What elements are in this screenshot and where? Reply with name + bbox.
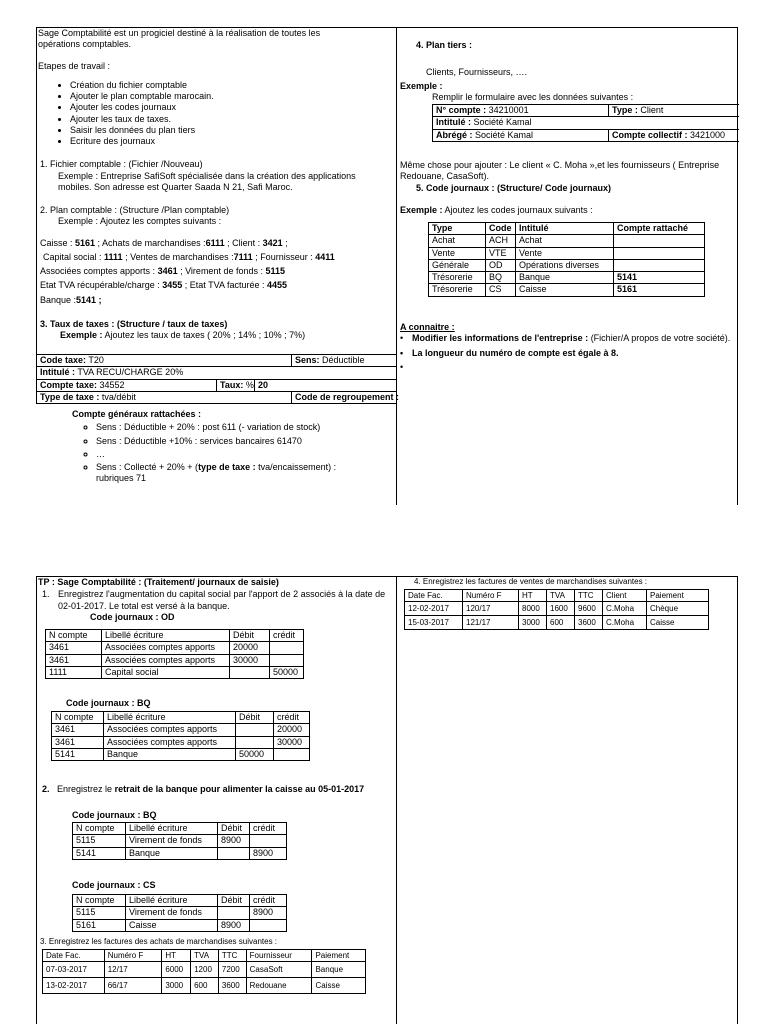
cell [614,247,705,259]
rattache-label: Compte généraux rattachées : [72,409,202,419]
code-journal-bq-2: Code journaux : BQ [72,810,157,820]
column-header: Fournisseur [246,950,312,962]
cell: 12/17 [104,962,162,978]
cell: 1111 [46,666,102,678]
accounts-list [38,238,394,306]
meme-text: Même chose pour ajouter : Le client « C. Moha »,et les fournisseurs ( Entreprise Redouane, CasaSoft). [400,160,720,182]
cell: 15-03-2017 [405,616,463,630]
cell: Achat [516,235,614,247]
section-5-example: Exemple : Ajoutez les codes journaux suivants : [400,204,593,215]
list-item: • La longueur du numéro de compte est égale à 8. [400,347,619,358]
cell: 120/17 [463,602,519,616]
column-header: Débit [230,630,270,642]
column-header: Intitulé [516,223,614,235]
top-left-panel [38,28,394,341]
cell: CS [486,284,516,296]
column-header: Libellé écriture [102,630,230,642]
column-header: Client [603,590,647,602]
cell: 8900 [250,847,287,859]
question-4: 4. Enregistrez les factures de ventes de marchandises suivantes : [414,577,648,586]
table-row [73,835,287,847]
column-header: crédit [270,630,304,642]
tax-accounts [38,409,394,485]
column-header: N compte [52,712,104,724]
rattache-list [38,422,394,484]
question-3: 3. Enregistrez les factures des achats de marchandises suivantes : [40,937,278,946]
column-header: crédit [250,823,287,835]
tax-taux-value: 20 [255,379,397,391]
column-header: Type [429,223,486,235]
cell: 3000 [162,978,191,994]
list-item: • Ajouter le plan comptable marocain. [70,91,394,102]
cell: Banque [126,847,218,859]
bq-table [51,711,310,761]
list-item: ◦ Sens : Déductible + 20% : post 611 (- variation de stock) [96,422,394,433]
cell: OD [486,259,516,271]
cell: 7200 [218,962,246,978]
cell: 3461 [46,654,102,666]
list-item: ◦ Sens : Déductible +10% : services bancaires 61470 [96,436,394,447]
list-item-empty: • [400,361,404,372]
table-row [52,724,310,736]
journaux-table [428,222,705,297]
steps-list [38,80,394,148]
intro-text: Sage Comptabilité est un progiciel destiné à la réalisation de toutes les opérations comptables. [38,28,321,50]
question-1: 1. Enregistrez l'augmentation du capital social par l'apport de 2 associés à la date de 02-01-2017. Le total est versé à la banque. [38,589,394,612]
cell: Caisse [126,919,218,931]
column-header: TTC [218,950,246,962]
cell: 20000 [274,724,310,736]
column-header: Numéro F [463,590,519,602]
cell: 600 [547,616,575,630]
cell: Générale [429,259,486,271]
bq2-table [72,822,287,860]
tax-regroup-cell: Code de regroupement : [292,391,397,403]
cell: 20000 [230,642,270,654]
top-left-border [36,27,37,367]
accounts-line: Banque :5141 ; [40,294,102,305]
cell: 1200 [191,962,219,978]
cell [274,748,310,760]
cell: 1600 [547,602,575,616]
column-header: Libellé écriture [104,712,236,724]
column-header: N compte [73,895,126,907]
cell: 5161 [73,919,126,931]
cell [250,835,287,847]
table-row [52,736,310,748]
column-header: HT [162,950,191,962]
cell [614,235,705,247]
connaitre-title: A connaitre : [400,322,455,332]
cell: 3461 [52,724,104,736]
section-1-example: Exemple : Entreprise SafiSoft spécialisée dans la création des applications mobiles. Son adresse est Quarter Saada N 21, Safi Maroc. [58,170,356,192]
cell [230,666,270,678]
cell: 5141 [73,847,126,859]
tax-sens-cell: Sens: Déductible [292,355,397,367]
cell: 66/17 [104,978,162,994]
connaitre-list [400,333,734,373]
cell: Associées comptes apports [102,642,230,654]
code-journal-cs: Code journaux : CS [72,880,156,890]
cell [250,919,287,931]
cell: Chèque [647,602,709,616]
steps-label: Etapes de travail : [38,60,111,71]
column-header: N compte [46,630,102,642]
accounts-line: Associées comptes apports : 3461 ; Virement de fonds : 5115 [40,266,286,276]
table-row [405,602,709,616]
list-item: • Modifier les informations de l'entreprise : (Fichier/A propos de votre société). [400,333,731,344]
bottom-middle-divider [396,576,397,1024]
accounts-line: Caisse : 5161 ; Achats de marchandises :6111 ; Client : 3421 ; [40,237,288,248]
cell: Associées comptes apports [104,724,236,736]
column-header: crédit [274,712,310,724]
accounts-line: Etat TVA récupérable/charge : 3455 ; Etat TVA facturée : 4455 [40,280,288,291]
tax-taux-cell: Taux: % [217,379,255,391]
table-row [73,919,287,931]
top-right-panel-2 [400,160,734,216]
cell: Associées comptes apports [104,736,236,748]
cell: 600 [191,978,219,994]
table-row [429,284,705,296]
tax-code-cell: Code taxe: T20 [37,355,292,367]
cell: Caisse [312,978,366,994]
table-row [46,666,304,678]
list-item: • Création du fichier comptable [70,80,394,91]
column-header: TTC [575,590,603,602]
table-row [405,616,709,630]
list-item: • Ecriture des journaux [70,136,394,147]
column-header: Débit [236,712,274,724]
section-4-title: 4. Plan tiers : [416,40,473,50]
ventes-table [404,589,709,630]
table-row [43,978,366,994]
cell: 121/17 [463,616,519,630]
cell: 8000 [519,602,547,616]
cell: Vente [516,247,614,259]
column-header: N compte [73,823,126,835]
cell: 8900 [250,907,287,919]
cell: 8900 [218,835,250,847]
tiers-form [432,104,739,142]
cell [614,259,705,271]
cell: Virement de fonds [126,835,218,847]
column-header: Libellé écriture [126,823,218,835]
section-4-example: Exemple : [400,80,443,91]
list-item: • Ajouter les codes journaux [70,102,394,113]
cell: CasaSoft [246,962,312,978]
list-item: ◦ Sens : Collecté + 20% + (type de taxe : tva/encaissement) : rubriques 71 [96,462,366,485]
column-header: Numéro F [104,950,162,962]
cs-table [72,894,287,932]
intitule-cell: Intitulé : Société Kamal [433,117,739,129]
cell: 3600 [218,978,246,994]
cell: Vente [429,247,486,259]
top-middle-divider [396,27,397,505]
section-3-example: Exemple : Ajoutez les taux de taxes ( 20% ; 14% ; 10% ; 7%) [60,330,306,340]
tax-form [36,354,400,404]
bottom-right-border [737,576,738,1024]
cell: Banque [312,962,366,978]
cell: BQ [486,272,516,284]
tp-title: TP : Sage Comptabilité : (Traitement/ journaux de saisie) [38,577,279,587]
cell: Banque [516,272,614,284]
table-row [73,907,287,919]
column-header: Paiement [647,590,709,602]
cell: 5115 [73,907,126,919]
cell: 07-03-2017 [43,962,105,978]
top-right-panel [400,40,736,103]
section-3-title: 3. Taux de taxes : (Structure / taux de taxes) [40,318,228,329]
list-item: ◦ … [96,449,394,460]
cell [218,847,250,859]
section-1-title: 1. Fichier comptable : (Fichier /Nouveau) [40,159,203,170]
cell: C.Moha [603,602,647,616]
cell: Banque [104,748,236,760]
top-right-border [737,27,738,505]
cell: 5141 [52,748,104,760]
cell: 50000 [270,666,304,678]
section-2-title: 2. Plan comptable : (Structure /Plan comptable) [40,205,230,215]
column-header: HT [519,590,547,602]
cell: 3600 [575,616,603,630]
cell: Redouane [246,978,312,994]
table-row [429,259,705,271]
table-row [52,748,310,760]
table-row [46,642,304,654]
column-header: Compte rattaché [614,223,705,235]
cell [270,654,304,666]
cell: 3461 [52,736,104,748]
section-4-fill: Remplir le formulaire avec les données suivantes : [432,91,634,102]
column-header: Date Fac. [405,590,463,602]
column-header: Paiement [312,950,366,962]
section-2-example: Exemple : Ajoutez les comptes suivants : [58,216,222,227]
section-5-title: 5. Code journaux : (Structure/ Code journaux) [416,182,612,193]
achats-table [42,949,366,994]
cell: 6000 [162,962,191,978]
table-row [43,962,366,978]
cell [218,907,250,919]
abrege-cell: Abrégé : Société Kamal [433,129,609,141]
cell: 50000 [236,748,274,760]
cell: C.Moha [603,616,647,630]
cell: Capital social [102,666,230,678]
tax-intitule-cell: Intitulé : TVA RECU/CHARGE 20% [37,367,397,379]
column-header: TVA [547,590,575,602]
tax-type-cell: Type de taxe : tva/débit [37,391,292,403]
cell: 8900 [218,919,250,931]
column-header: crédit [250,895,287,907]
a-connaitre [400,322,734,373]
bottom-left-border [36,576,37,1024]
cell: 3461 [46,642,102,654]
table-row [429,272,705,284]
cell: Virement de fonds [126,907,218,919]
type-cell: Type : Client [609,105,739,117]
od-table [45,629,304,679]
table-row [46,654,304,666]
cell: Opérations diverses [516,259,614,271]
bottom-left-panel [38,577,394,623]
code-journal-bq: Code journaux : BQ [66,698,151,708]
table-row [73,847,287,859]
cell: 12-02-2017 [405,602,463,616]
cell: Trésorerie [429,272,486,284]
cell: Associées comptes apports [102,654,230,666]
question-1-text: Enregistrez l'augmentation du capital social par l'apport de 2 associés à la date de 02-01-2017. Le total est versé à la banque. [58,589,386,611]
cell [236,724,274,736]
column-header: Date Fac. [43,950,105,962]
column-header: Débit [218,895,250,907]
cell: Trésorerie [429,284,486,296]
cell [236,736,274,748]
cell: Caisse [647,616,709,630]
cell: 5141 [614,272,705,284]
code-journal-od: Code journaux : OD [90,611,175,622]
cell: Caisse [516,284,614,296]
question-2: 2. Enregistrez le retrait de la banque pour alimenter la caisse au 05-01-2017 [42,784,365,794]
cell: 30000 [274,736,310,748]
cell: 9600 [575,602,603,616]
column-header: Débit [218,823,250,835]
table-row [429,247,705,259]
cell: 5115 [73,835,126,847]
cell [270,642,304,654]
tiers-text: Clients, Fournisseurs, …. [426,67,528,78]
column-header: Libellé écriture [126,895,218,907]
list-item: • Ajouter les taux de taxes. [70,114,394,125]
cell: Achat [429,235,486,247]
list-item: • Saisir les données du plan tiers [70,125,394,136]
cell: 3000 [519,616,547,630]
cell: VTE [486,247,516,259]
cell: ACH [486,235,516,247]
accounts-line: Capital social : 1111 ; Ventes de marchandises :7111 ; Fournisseur : 4411 [43,251,335,262]
column-header: TVA [191,950,219,962]
ncompte-cell: N° compte : 34210001 [433,105,609,117]
cell: 30000 [230,654,270,666]
cell: 13-02-2017 [43,978,105,994]
tax-compte-cell: Compte taxe: 34552 [37,379,217,391]
cell: 5161 [614,284,705,296]
collectif-cell: Compte collectif : 3421000 [609,129,739,141]
table-row [429,235,705,247]
column-header: Code [486,223,516,235]
